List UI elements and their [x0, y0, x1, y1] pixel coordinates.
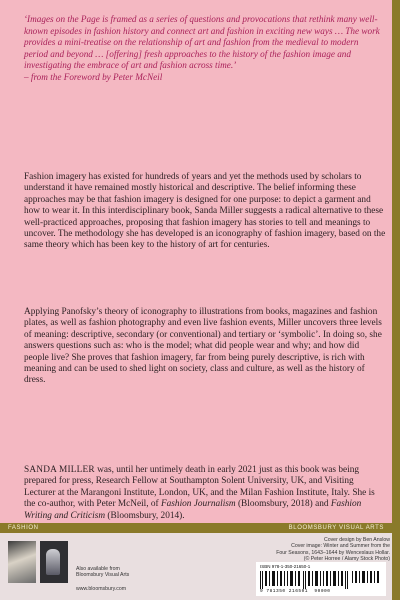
bio-text-c: (Bloomsbury, 2014).	[105, 510, 185, 521]
addon-digits: 90000	[314, 589, 331, 594]
credit-line-3: Four Seasons, 1643–1644 by Wenceslaus Hollar.	[276, 549, 390, 556]
spine-edge	[392, 0, 400, 600]
book-title-1: Fashion Journalism	[160, 499, 236, 510]
blurb-paragraph-1: Fashion imagery has existed for hundreds of years and yet the methods used by scholars to understand it have remained mostly historical and descriptive. The belief informing these approaches may be that fashion imagery is designed for one purpose: to depict a garment and how to wear it. In this interdisciplinary book, Sanda Miller suggests a radical alternative to these well-practiced approaches, proposing that fashion imagery has stories to tell and meanings to uncover. The methodology she has developed is an iconography of fashion imagery, based on the same theory which has been key to the history of art for centuries.	[24, 172, 386, 251]
quote-text: ‘Images on the Page is framed as a series of questions and provocations that rethink many well-known episodes in fashion history and connect art and fashion in exciting new ways … The work provides a mini-treatise on the relationship of art and fashion from the medieval to modern period and beyond … [offering] fresh approaches to the history of the fashion image and investigating the embrace of art and fashion across time.’	[24, 14, 380, 71]
bio-text-b: (Bloomsbury, 2018) and	[235, 499, 331, 510]
credit-line-1: Cover design by Ben Anslow	[323, 537, 390, 543]
book-title-2: Fashion Writing and Criticism	[24, 499, 362, 521]
bio-text-a: was, until her untimely death in early 2021 just as this book was being prepared for press, Research Fellow at Southampton Solent University, UK, and Visiting Lecturer at the Marangoni Institute, London, UK, and the Milan Fashion Institute, Italy. She is the co-author, with Peter McNeil, of	[24, 465, 375, 510]
also-line-2: Bloomsbury Visual Arts	[76, 572, 130, 579]
barcode	[256, 562, 386, 596]
isbn-label: ISBN 978-1-350-21650-1	[260, 564, 311, 569]
related-book-cover-1	[8, 541, 36, 583]
category-label: FASHION	[8, 525, 39, 531]
cover-credits	[200, 537, 390, 562]
quote-attribution: – from the Foreword by Peter McNeil	[24, 71, 163, 82]
publisher-imprint: BLOOMSBURY VISUAL ARTS	[288, 525, 384, 531]
foreword-quote	[24, 14, 384, 84]
related-book-cover-2	[40, 541, 68, 583]
barcode-digits	[260, 589, 330, 594]
blurb-paragraph-2: Applying Panofsky’s theory of iconography to illustrations from books, magazines and fashion plates, as well as fashion photography and even live fashion events, Miller uncovers three levels of meaning: descriptive, secondary (or conventional) and tertiary or ‘symbolic’. In doing so, she answers questions such as: who is the model; what did people wear and why; and how did people live? She proves that fashion imagery, far from being purely descriptive, is rich with meaning and can be used to shed light on society, class and culture, as well as the history of dress.	[24, 307, 382, 386]
credit-line-2: Cover image: Winter and Summer from the	[291, 543, 390, 550]
category-band	[0, 523, 392, 533]
addon-barcode-bars	[352, 571, 380, 583]
also-available	[76, 566, 129, 579]
also-line-1: Also available from	[76, 566, 120, 572]
author-name: SANDA MILLER	[24, 465, 95, 475]
author-bio	[24, 465, 386, 522]
ean-barcode-bars	[260, 571, 348, 589]
publisher-url: www.bloomsbury.com	[76, 586, 127, 592]
ean-digits: 9 781350 216501	[260, 589, 309, 594]
credit-line-4: (© Peter Horree / Alamy Stock Photo)	[303, 555, 390, 562]
